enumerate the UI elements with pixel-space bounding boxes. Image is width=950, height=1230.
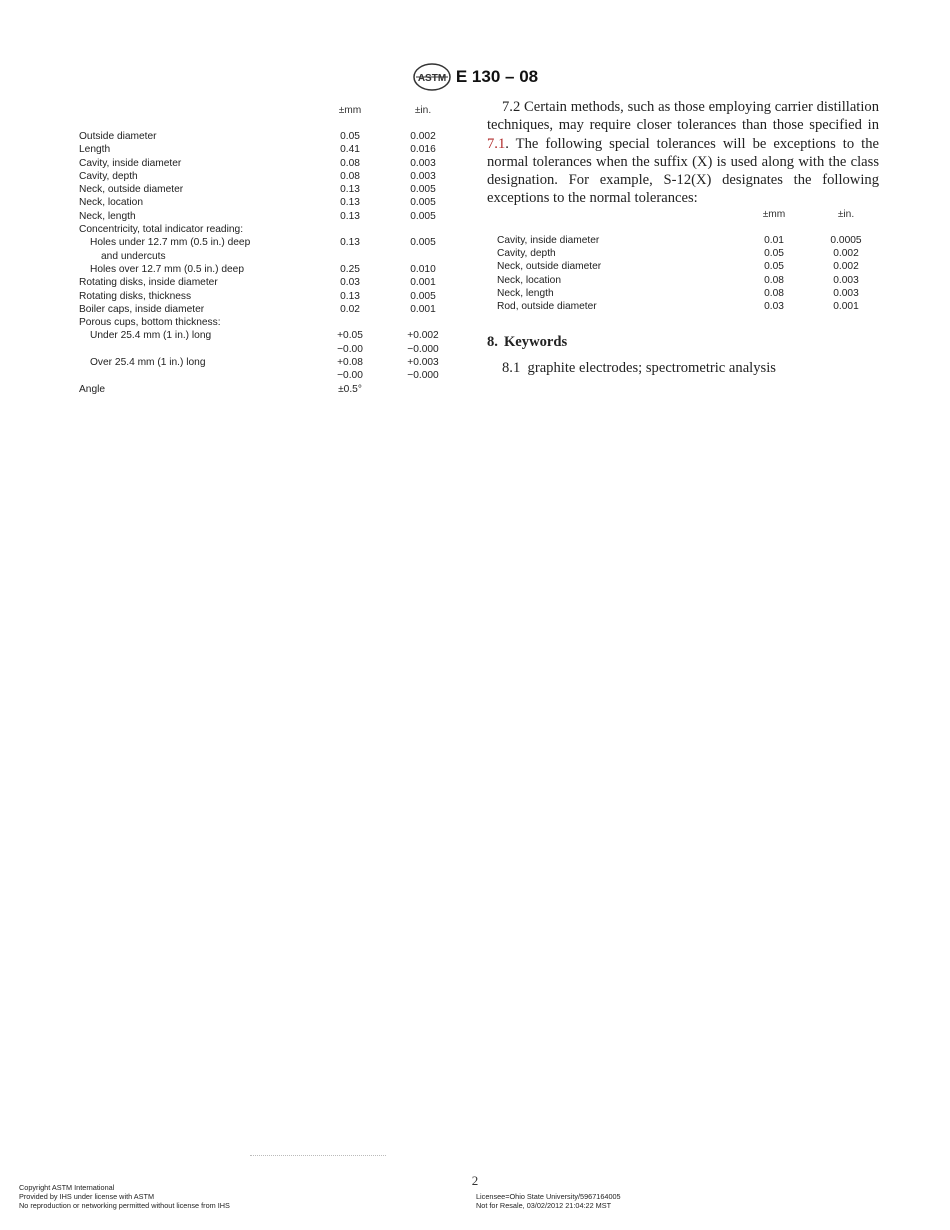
row-value-mm: 0.03 (764, 301, 784, 313)
row-label: Neck, length (79, 210, 136, 222)
row-value-in: 0.005 (410, 290, 436, 302)
table-row (79, 369, 459, 382)
table-row (79, 196, 459, 209)
section-heading-title: Keywords (503, 333, 568, 350)
table-row (79, 383, 459, 396)
page-number: 2 (471, 1173, 479, 1188)
row-value-mm: 0.13 (340, 210, 360, 222)
row-value-mm: 0.13 (340, 290, 360, 302)
table-row (497, 247, 877, 260)
table-row (79, 343, 459, 356)
row-value-mm: 0.25 (340, 263, 360, 275)
row-value-in: 0.005 (410, 210, 436, 222)
tolerance-table (79, 104, 459, 396)
table-header-row (497, 208, 877, 228)
row-value-mm: −0.00 (337, 343, 363, 355)
footer-copyright (19, 1183, 230, 1211)
row-label: Neck, location (79, 197, 143, 209)
table-row (79, 276, 459, 289)
row-label: Boiler caps, inside diameter (79, 303, 205, 315)
row-label: Angle (79, 383, 106, 395)
table-row (79, 183, 459, 196)
keywords-text: graphite electrodes; spectrometric analysis (527, 359, 776, 376)
row-label: Holes under 12.7 mm (0.5 in.) deep (90, 237, 251, 249)
row-value-mm: 0.08 (340, 157, 360, 169)
footer-license (476, 1192, 621, 1210)
cross-reference-link[interactable]: 7.1 (487, 135, 506, 152)
row-value-mm: 0.05 (764, 261, 784, 273)
row-value-mm: 0.05 (764, 248, 784, 260)
row-label: and undercuts (101, 250, 166, 262)
row-value-mm: 0.08 (764, 287, 784, 299)
row-value-mm: 0.13 (340, 197, 360, 209)
paragraph-text: Certain methods, such as those employing carrier distillation techniques, may require closer tolerances than those specified in (487, 99, 879, 134)
special-tolerance-table (497, 208, 877, 314)
footer-line: Copyright ASTM International (19, 1183, 115, 1192)
table-row (79, 263, 459, 276)
table-row (497, 260, 877, 273)
paragraph-text-continued: . The following special tolerances will be exceptions to the normal tolerances when the suffix (X) is used along with the class designation. For example, S-12(X) designates the following exceptions to the normal tolerances: (487, 135, 879, 207)
row-label: Neck, length (497, 287, 554, 299)
row-value-in: 0.005 (410, 184, 436, 196)
row-value-mm: 0.01 (764, 234, 784, 246)
row-label: Holes over 12.7 mm (0.5 in.) deep (90, 263, 245, 275)
row-label: Neck, location (497, 274, 561, 286)
row-label: Cavity, inside diameter (79, 157, 182, 169)
right-column (487, 98, 879, 377)
row-label: Cavity, depth (79, 170, 138, 182)
table-row (79, 329, 459, 342)
row-value-in: 0.002 (410, 131, 436, 142)
row-label: Neck, outside diameter (497, 261, 602, 273)
row-value-mm: +0.05 (337, 330, 363, 342)
row-value-in: 0.003 (833, 287, 859, 299)
row-value-in: 0.003 (410, 170, 436, 182)
row-value-mm: 0.03 (340, 277, 360, 289)
table-row (79, 130, 459, 143)
row-value-mm: 0.41 (340, 144, 360, 156)
row-label: Length (79, 144, 111, 156)
row-value-in: 0.002 (833, 248, 859, 260)
column-header-in: ±in. (414, 105, 432, 116)
footer-line: Not for Resale, 03/02/2012 21:04:22 MST (476, 1201, 612, 1211)
column-header-in: ±in. (837, 208, 855, 220)
row-value-in: +0.003 (407, 357, 439, 369)
row-label: Concentricity, total indicator reading: (79, 224, 244, 236)
row-value-mm: 0.13 (340, 237, 360, 249)
row-value-in: 0.003 (833, 274, 859, 286)
row-label: Over 25.4 mm (1 in.) long (90, 357, 206, 369)
row-value-in: 0.001 (410, 277, 436, 289)
row-value-mm: 0.08 (340, 170, 360, 182)
table-row (79, 236, 459, 249)
row-value-in: +0.002 (407, 330, 439, 342)
keywords-number: 8.1 (502, 359, 521, 376)
table-row (79, 303, 459, 316)
row-label: Rod, outside diameter (497, 301, 597, 313)
svg-text:ASTM: ASTM (417, 73, 447, 84)
row-value-in: 0.0005 (830, 234, 862, 246)
row-value-in: 0.005 (410, 237, 436, 249)
row-value-in: 0.005 (410, 197, 436, 209)
table-row (497, 287, 877, 300)
row-value-in: 0.016 (410, 144, 436, 156)
scan-artifact-line (250, 1155, 386, 1157)
section-7-2-paragraph (487, 98, 879, 208)
row-value-mm: 0.05 (340, 131, 360, 142)
row-value-in: −0.000 (407, 343, 439, 355)
row-value-mm: 0.02 (340, 303, 360, 315)
row-label: Cavity, depth (497, 248, 556, 260)
table-row (79, 356, 459, 369)
table-row (497, 300, 877, 313)
row-label: Rotating disks, inside diameter (79, 277, 218, 289)
row-value-in: 0.001 (833, 301, 859, 313)
footer-line: Licensee=Ohio State University/5967164005 (476, 1192, 621, 1201)
table-row (79, 210, 459, 223)
column-header-mm: ±mm (762, 208, 786, 220)
row-value-in: 0.010 (410, 263, 436, 275)
column-header-mm: ±mm (338, 105, 362, 116)
row-value-in: 0.002 (833, 261, 859, 273)
table-row (497, 274, 877, 287)
row-value-in: 0.003 (410, 157, 436, 169)
astm-logo (412, 62, 452, 92)
row-value-in: 0.001 (410, 303, 436, 315)
table-row (79, 250, 459, 263)
row-label: Rotating disks, thickness (79, 290, 192, 302)
section-heading (487, 334, 879, 351)
row-value-mm: 0.08 (764, 274, 784, 286)
row-value-in: −0.000 (407, 370, 439, 382)
table-row (79, 143, 459, 156)
row-label: Cavity, inside diameter (497, 234, 600, 246)
table-row (79, 170, 459, 183)
table-row (497, 234, 877, 247)
standard-designation: E 130 – 08 (455, 67, 539, 86)
row-value-mm: +0.08 (337, 357, 363, 369)
row-value-mm: 0.13 (340, 184, 360, 196)
table-row (79, 290, 459, 303)
table-row (79, 223, 459, 236)
section-number: 7.2 (502, 99, 521, 115)
row-value-mm: ±0.5° (338, 383, 362, 395)
table-row (79, 316, 459, 329)
section-heading-number: 8. (487, 333, 498, 350)
table-header-row (79, 104, 459, 124)
row-label: Outside diameter (79, 131, 157, 142)
row-label: Porous cups, bottom thickness: (79, 317, 221, 329)
footer-line: Provided by IHS under license with ASTM (19, 1192, 155, 1202)
row-label: Under 25.4 mm (1 in.) long (90, 330, 212, 342)
page-header (0, 62, 950, 92)
row-value-mm: −0.00 (337, 370, 363, 382)
footer-line: No reproduction or networking permitted without license from IHS (19, 1201, 230, 1211)
table-row (79, 157, 459, 170)
keywords-paragraph (487, 359, 879, 377)
row-label: Neck, outside diameter (79, 184, 184, 196)
